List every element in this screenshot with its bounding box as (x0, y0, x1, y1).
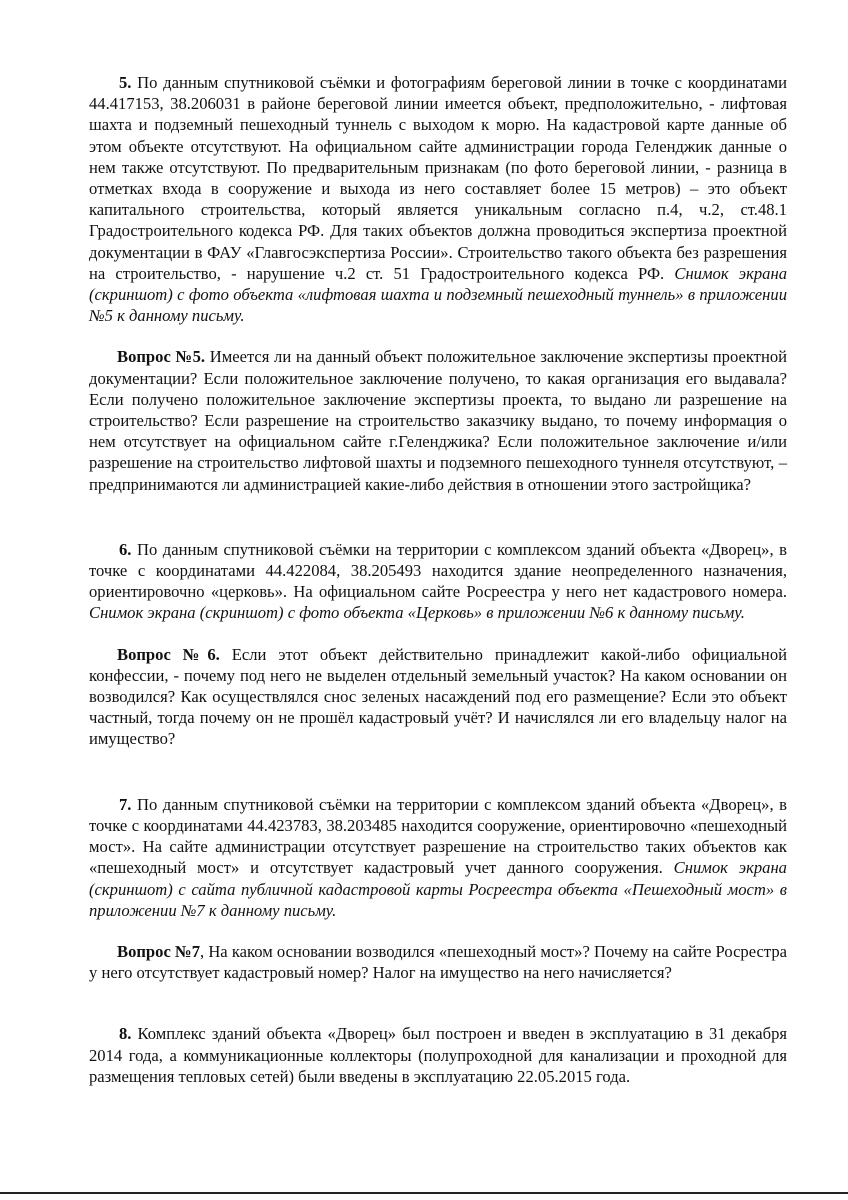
section-7-paragraph (89, 794, 787, 921)
question-7-paragraph (89, 941, 787, 983)
question-6-label: Вопрос №6. (117, 644, 220, 664)
section-7-text: По данным спутниковой съёмки на территории с комплексом зданий объекта «Дворец», в точке с координатами 44.423783, 38.203485 находится сооружение, ориентировочно «пешеходный мост». На сайте администрации отсутствует разрешение на строительство таких объектов как «пешеходный мост» и отсутствует кадастровый учет данного сооружения. (89, 794, 787, 878)
section-8-text: Комплекс зданий объекта «Дворец» был построен и введен в эксплуатацию в 31 декабря 2014 года, а коммуникационные коллекторы (полупроходной для канализации и проходной для размещения тепловых сетей) были введены в эксплуатацию 22.05.2015 года. (89, 1024, 787, 1086)
question-5-paragraph (89, 346, 787, 494)
section-8-number: 8. (119, 1024, 132, 1044)
section-6-number: 6. (119, 539, 132, 559)
section-6-note: Снимок экрана (скриншот) с фото объекта «Церковь» в приложении №6 к данному письму. (89, 603, 745, 623)
section-6-paragraph (89, 539, 787, 624)
section-5-number: 5. (119, 73, 132, 92)
page-bottom-border (0, 1192, 848, 1194)
section-7-note: Снимок экрана (скриншот) с сайта публичной кадастровой карты Росреестра объекта «Пешеходный мост» в приложении №7 к данному письму. (89, 858, 787, 920)
section-5-note: Снимок экрана (скриншот) с фото объекта «лифтовая шахта и подземный пешеходный туннель» в приложении №5 к данному письму. (89, 263, 787, 326)
question-7-label: Вопрос №7 (117, 941, 200, 961)
question-5-label: Вопрос №5. (117, 347, 206, 367)
document-page (89, 72, 787, 1087)
question-5-text: Имеется ли на данный объект положительное заключение экспертизы проектной документации? Если положительное заключение получено, то какая организация его выдавала? Если получено положительное заключение экспертизы проекта, то выдано ли разрешение на строительство? Если разрешение на строительство заказчику выдано, то почему информация о нем отсутствует на официальном сайте г.Геленджика? Если положительное заключение и/или разрешение на строительство лифтовой шахты и подземного пешеходного туннеля отсутствуют, – предпринимаются ли администрацией какие-либо действия в отношении этого застройщика? (89, 347, 787, 494)
section-5-text: По данным спутниковой съёмки и фотографиям береговой линии в точке с координатами 44.417153, 38.206031 в районе береговой линии имеется объект, предположительно, - лифтовая шахта и подземный пешеходный туннель с выходом к морю. На кадастровой карте данные об этом объекте отсутствуют. На официальном сайте администрации города Геленджик данные о нем также отсутствуют. По предварительным признакам (по фото береговой линии, - разница в отметках входа в сооружение и выхода из него составляет более 15 метров) – это объект капитального строительства, который является уникальным согласно п.4, ч.2, ст.48.1 Градостроительного кодекса РФ. Для таких объектов должна проводиться экспертиза проектной документации в ФАУ «Главгосэкспертиза России». Строительство такого объекта без разрешения на строительство, - нарушение ч.2 ст. 51 Градостроительного кодекса РФ. (89, 73, 787, 283)
question-7-text: , На каком основании возводился «пешеходный мост»? Почему на сайте Росрестра у него отсутствует кадастровый номер? Налог на имущество на него начисляется? (89, 941, 787, 983)
section-8-paragraph (89, 1023, 787, 1087)
section-7-number: 7. (119, 794, 132, 814)
question-6-paragraph (89, 644, 787, 750)
section-5-paragraph (89, 72, 787, 326)
question-6-text: Если этот объект действительно принадлежит какой-либо официальной конфессии, - почему под него не выделен отдельный земельный участок? На каком основании он возводился? Как осуществлялся снос зеленых насаждений под его размещение? Если это объект частный, тогда почему он не прошёл кадастровый учёт? И начислялся ли его владельцу налог на имущество? (89, 644, 787, 749)
section-6-text: По данным спутниковой съёмки на территории с комплексом зданий объекта «Дворец», в точке с координатами 44.422084, 38.205493 находится здание неопределенного назначения, ориентировочно «церковь». На официальном сайте Росреестра у него нет кадастрового номера. (89, 539, 787, 602)
